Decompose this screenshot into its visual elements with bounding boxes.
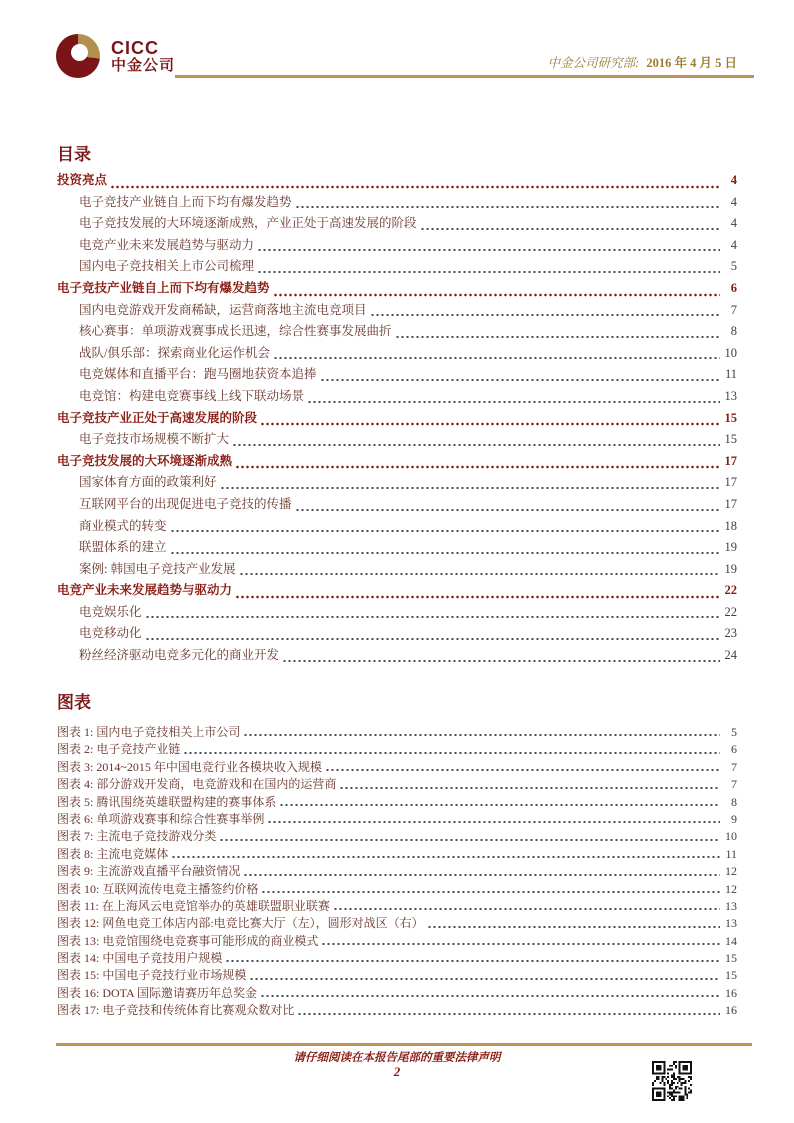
toc-entry-label: 电竞移动化 (79, 626, 142, 641)
toc-entry-label: 电子竞技产业链自上而下均有爆发趋势 (79, 194, 292, 209)
figure-entry[interactable] (57, 897, 737, 914)
figure-entry[interactable] (57, 723, 737, 740)
figures-title: 图表 (57, 693, 91, 712)
dot-leader (235, 595, 720, 599)
dot-leader (297, 1012, 720, 1016)
toc-entry[interactable] (57, 235, 737, 257)
qr-code-icon (652, 1061, 692, 1101)
dot-leader (420, 227, 720, 231)
toc-entry[interactable] (57, 408, 737, 430)
toc-entry-label: 商业模式的转变 (79, 518, 167, 533)
dot-leader (307, 400, 720, 404)
toc-entry-page: 18 (724, 518, 737, 533)
dot-leader (282, 659, 720, 663)
figure-entry-page: 7 (731, 777, 737, 792)
toc-entry[interactable] (57, 645, 737, 667)
footer-divider (56, 1043, 752, 1046)
toc-entry[interactable] (57, 580, 737, 602)
figure-entry-page: 5 (731, 725, 737, 739)
dot-leader (110, 185, 720, 189)
dot-leader (243, 733, 720, 737)
figure-entry[interactable] (57, 1001, 737, 1018)
toc-entry-page: 17 (724, 475, 737, 490)
toc-entry-label: 战队/俱乐部：探索商业化运作机会 (79, 345, 270, 360)
figure-entry-label: 图表 1: 国内电子竞技相关上市公司 (57, 725, 241, 739)
toc-entry[interactable] (57, 559, 737, 581)
dot-leader (321, 942, 720, 946)
toc-entry-page: 17 (724, 496, 737, 511)
figure-entry-page: 7 (731, 759, 737, 774)
toc-entry-label: 电子竞技发展的大环境逐渐成熟，产业正处于高速发展的阶段 (79, 216, 417, 231)
toc-entry-label: 电竞馆：构建电竞赛事线上线下联动场景 (79, 388, 305, 403)
figure-entry-page: 10 (725, 829, 737, 844)
figure-entry-page: 16 (725, 985, 737, 1000)
figure-entry-label: 图表 7: 主流电子竞技游戏分类 (57, 829, 217, 844)
toc-entry-page: 11 (724, 367, 737, 382)
toc-entry-page: 7 (730, 302, 737, 317)
dot-leader (243, 873, 720, 877)
figure-entry[interactable] (57, 827, 737, 844)
figure-entry[interactable] (57, 880, 737, 897)
figure-entry-label: 图表 11: 在上海风云电竞馆举办的英雄联盟职业联赛 (57, 898, 330, 913)
toc-entry-label: 电竞产业未来发展趋势与驱动力 (79, 237, 255, 252)
dot-leader (261, 890, 720, 894)
toc-entry[interactable] (57, 170, 737, 192)
toc-entry-label: 电子竞技产业链自上而下均有爆发趋势 (57, 280, 270, 295)
figure-entry[interactable] (57, 810, 737, 827)
figure-entry-page: 13 (725, 898, 737, 913)
dot-leader (235, 465, 720, 469)
header-research-dept-date (548, 53, 737, 71)
figure-entry-page: 14 (725, 933, 737, 948)
figure-entry[interactable] (57, 775, 737, 792)
dot-leader (145, 637, 720, 641)
figure-entry[interactable] (57, 932, 737, 949)
toc-entry-label: 粉丝经济驱动电竞多元化的商业开发 (79, 648, 280, 663)
toc-entry[interactable] (57, 343, 737, 365)
toc-entry-page: 4 (730, 237, 737, 252)
dot-leader (232, 443, 720, 447)
figure-entry-label: 图表 17: 电子竞技和传统体育比赛观众数对比 (57, 1003, 295, 1018)
toc-title: 目录 (57, 145, 91, 164)
toc-entry-page: 15 (724, 432, 737, 447)
toc-entry-page: 23 (724, 626, 737, 641)
figure-entry[interactable] (57, 845, 737, 862)
figures-list (57, 723, 737, 1019)
toc-entry-label: 投资亮点 (57, 173, 108, 187)
figure-entry[interactable] (57, 740, 737, 757)
toc-entry-label: 电竞娱乐化 (79, 604, 142, 619)
dot-leader (170, 529, 720, 533)
toc-entry-page: 24 (724, 648, 737, 663)
dot-leader (225, 959, 720, 963)
toc-entry[interactable] (57, 213, 737, 235)
toc-entry-label: 国内电子竞技相关上市公司梳理 (79, 259, 255, 274)
toc-entry[interactable] (57, 623, 737, 645)
toc-entry-page: 6 (730, 280, 737, 295)
toc-entry[interactable] (57, 278, 737, 300)
figure-entry-label: 图表 9: 主流游戏直播平台融资情况 (57, 864, 241, 879)
toc-entry-page: 17 (724, 453, 737, 468)
toc-entry-page: 10 (724, 345, 737, 360)
toc-entry[interactable] (57, 386, 737, 408)
toc-entry[interactable] (57, 192, 737, 214)
toc-entry-page: 8 (730, 324, 737, 339)
figure-entry-label: 图表 14: 中国电子竞技用户规模 (57, 951, 223, 966)
toc-entry[interactable] (57, 429, 737, 451)
dot-leader (257, 270, 720, 274)
toc-entry-page: 4 (730, 173, 737, 187)
dot-leader (325, 768, 720, 772)
toc-entry[interactable] (57, 494, 737, 516)
dot-leader (239, 572, 720, 576)
toc-entry-page: 19 (724, 540, 737, 555)
toc-entry-label: 核心赛事：单项游戏赛事成长迅速，综合性赛事发展曲折 (79, 324, 392, 339)
toc-entry-page: 5 (730, 259, 737, 274)
dot-leader (260, 994, 720, 998)
dot-leader (219, 838, 720, 842)
figure-entry-label: 图表 16: DOTA 国际邀请赛历年总奖金 (57, 985, 258, 1000)
figure-entry-label: 图表 3: 2014~2015 年中国电竞行业各模块收入规模 (57, 759, 322, 774)
figure-entry-label: 图表 2: 电子竞技产业链 (57, 742, 181, 757)
toc-entry-label: 电竞媒体和直播平台：跑马圈地获资本追捧 (79, 367, 317, 382)
dot-leader (427, 925, 720, 929)
figure-entry-page: 9 (731, 811, 737, 826)
toc-entry-label: 电子竞技产业正处于高速发展的阶段 (57, 410, 258, 425)
figure-entry[interactable] (57, 862, 737, 879)
dot-leader (333, 907, 720, 911)
figure-entry-page: 15 (725, 951, 737, 966)
figure-entry-page: 8 (731, 794, 737, 809)
figure-entry[interactable] (57, 914, 737, 931)
figure-entry-label: 图表 10: 互联网流传电竞主播签约价格 (57, 881, 259, 896)
toc-list (57, 170, 737, 667)
dot-leader (145, 615, 720, 619)
toc-entry-label: 电子竞技市场规模不断扩大 (79, 432, 230, 447)
toc-entry-page: 22 (724, 583, 737, 598)
dot-leader (295, 508, 720, 512)
figure-entry-label: 图表 5: 腾讯围绕英雄联盟构建的赛事体系 (57, 794, 277, 809)
toc-entry[interactable] (57, 537, 737, 559)
dot-leader (183, 751, 720, 755)
dot-leader (320, 378, 720, 382)
logo-text-zh: 中金公司 (111, 56, 176, 74)
figure-entry[interactable] (57, 793, 737, 810)
figure-entry[interactable] (57, 966, 737, 983)
figure-entry-label: 图表 4: 部分游戏开发商，电竞游戏和在国内的运营商 (57, 777, 337, 792)
toc-entry[interactable] (57, 602, 737, 624)
dot-leader (273, 293, 720, 297)
figure-entry[interactable] (57, 949, 737, 966)
toc-entry-label: 国内电竞游戏开发商稀缺，运营商落地主流电竞项目 (79, 302, 367, 317)
figure-entry-page: 13 (725, 916, 737, 931)
toc-entry-page: 22 (724, 604, 737, 619)
header-divider (175, 75, 754, 78)
toc-entry-label: 电竞产业未来发展趋势与驱动力 (57, 583, 233, 598)
page-number: 2 (393, 1064, 401, 1079)
logo-text-en: CICC (111, 37, 159, 58)
dot-leader (295, 205, 720, 209)
figure-entry-page: 11 (725, 846, 737, 861)
figure-entry-label: 图表 12: 网鱼电竞工体店内部:电竞比赛大厅（左），圆形对战区（右） (57, 916, 424, 931)
dot-leader (339, 786, 720, 790)
figure-entry-page: 6 (731, 742, 737, 757)
cicc-logo (56, 34, 175, 78)
figure-entry-page: 12 (725, 881, 737, 896)
figure-entry-label: 图表 13: 电竞馆围绕电竞赛事可能形成的商业模式 (57, 933, 319, 948)
figure-entry-label: 图表 6: 单项游戏赛事和综合性赛事举例 (57, 811, 265, 826)
dot-leader (267, 820, 720, 824)
dot-leader (257, 248, 720, 252)
toc-entry-page: 13 (724, 388, 737, 403)
toc-entry-page: 15 (724, 410, 737, 425)
toc-entry-page: 4 (730, 194, 737, 209)
figure-entry-label: 图表 15: 中国电子竞技行业市场规模 (57, 968, 247, 983)
dot-leader (279, 803, 720, 807)
toc-entry[interactable] (57, 516, 737, 538)
research-dept-label: 中金公司研究部: (547, 56, 640, 70)
toc-entry[interactable] (57, 256, 737, 278)
figure-entry-label: 图表 8: 主流电竞媒体 (57, 846, 169, 861)
toc-entry-label: 电子竞技发展的大环境逐渐成熟 (57, 453, 233, 468)
figure-entry-page: 12 (725, 864, 737, 879)
toc-entry[interactable] (57, 364, 737, 386)
dot-leader (395, 335, 720, 339)
dot-leader (171, 855, 720, 859)
report-date: 2016 年 4 月 5 日 (646, 56, 737, 70)
toc-entry-page: 19 (724, 561, 737, 576)
toc-entry-page: 4 (730, 216, 737, 231)
toc-entry[interactable] (57, 300, 737, 322)
figure-entry-page: 16 (725, 1003, 737, 1018)
figure-entry-page: 15 (725, 968, 737, 983)
figure-entry[interactable] (57, 758, 737, 775)
toc-entry-label: 案例: 韩国电子竞技产业发展 (79, 561, 236, 576)
toc-entry[interactable] (57, 321, 737, 343)
figure-entry[interactable] (57, 984, 737, 1001)
toc-entry[interactable] (57, 472, 737, 494)
dot-leader (260, 422, 720, 426)
dot-leader (249, 977, 720, 981)
toc-entry-label: 国家体育方面的政策利好 (79, 475, 217, 490)
dot-leader (370, 313, 720, 317)
cicc-logo-icon (56, 34, 100, 78)
dot-leader (170, 551, 720, 555)
dot-leader (220, 486, 720, 490)
legal-disclaimer: 请仔细阅读在本报告尾部的重要法律声明 (293, 1052, 501, 1064)
toc-entry-label: 联盟体系的建立 (79, 540, 167, 555)
toc-entry[interactable] (57, 451, 737, 473)
toc-entry-label: 互联网平台的出现促进电子竞技的传播 (79, 496, 292, 511)
dot-leader (273, 356, 720, 360)
